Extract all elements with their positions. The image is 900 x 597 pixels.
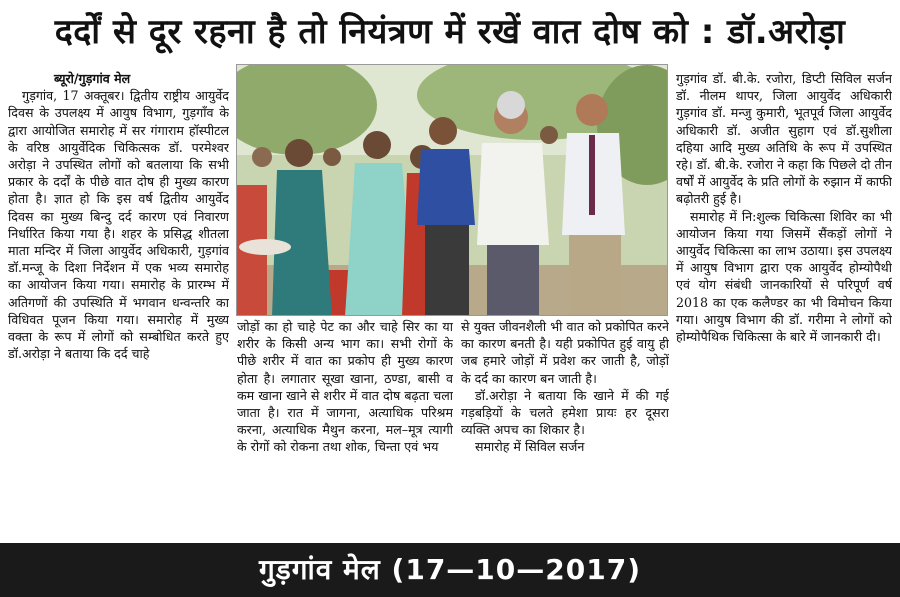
paragraph: से युक्त जीवनशैली भी वात को प्रकोपित करने का कारण बनती है। यही प्रकोपित हुई वायु ही जब हमारे जोड़ों में प्रवेश कर जाती है, जोड़ों के दर्द का कारण बन जाती है। xyxy=(461,319,669,386)
byline: ब्यूरो/गुड़गांव मेल xyxy=(54,71,131,86)
article-column-1 xyxy=(8,70,229,540)
article-column-4 xyxy=(676,70,892,540)
paragraph: जोड़ों का हो चाहे पेट का और चाहे सिर का या शरीर के किसी अन्य भाग का। सभी रोगों के पीछे शरीर में वात का प्रकोप ही मुख्य कारण होता है। लगातार सूखा खाना, ठण्डा, बासी व कम खाना खाने से शरीर में वात दोष बढ़ता चला जाता है। रात में जागना, अत्याधिक परिश्रम करना, अत्याधिक मैथुन करना, मल–मूत्र त्यागी के रोगों को रोकना तथा शोक, चिन्ता एवं भय xyxy=(237,319,453,455)
paragraph: समारोह में सिविल सर्जन xyxy=(475,439,585,455)
paragraph: समारोह में नि:शुल्क चिकित्सा शिविर का भी आयोजन किया गया जिसमें सैंकड़ों लोगों ने आयुर्वेद चिकित्सा का लाभ उठाया। इस उपलक्ष्य में आयुष विभाग द्वारा एक आयुर्वेद होम्योपैथी एवं योग संबंधी जानकारियों से परिपूर्ण वर्ष 2018 का एक कलैण्डर का भी विमोचन किया गया। आयुष विभाग की डॉ. गरीमा ने लोगों को होम्योपैथिक चिकित्सा के बारे में जानकारी दी। xyxy=(676,208,892,345)
event-photo xyxy=(236,64,668,316)
headline: दर्दों से दूर रहना है तो नियंत्रण में रखें वात दोष को : डॉ.अरोड़ा xyxy=(54,12,846,52)
paragraph: गुड़गांव डॉ. बी.के. रजोरा, डिप्टी सिविल सर्जन डॉ. नीलम थापर, जिला आयुर्वेद अधिकारी गुड़गांव डॉ. मन्जु कुमारी, भूतपूर्व जिला आयुर्वेद अधिकारी डॉ. अजीत सुहाग एवं डॉ.सुशीला दहिया आदि मुख्य अतिथि के रूप में उपस्थित रहे। डॉ. बी.के. रजोरा ने कहा कि पिछले दो तीन वर्षों में आयुर्वेद के प्रति लोगों के रुझान में काफी बढ़ोतरी हुई है। xyxy=(676,71,892,207)
article-column-2 xyxy=(237,318,453,540)
article-column-3 xyxy=(461,318,669,540)
footer-source-date: गुड़गांव मेल (17—10—2017) xyxy=(258,553,641,586)
footer-banner xyxy=(0,543,900,597)
paragraph: गुड़गांव, 17 अक्तूबर। द्वितीय राष्ट्रीय आयुर्वेद दिवस के उपलक्ष्य में आयुष विभाग, गुड़गाँव के द्वारा आयोजित समारोह में सर गंगाराम हॉस्पीटल के वरिष्ठ आयुर्वेदिक चिकित्सक डॉ. परमेश्वर अरोड़ा ने उपस्थित लोगों को बतलाया कि सभी प्रकार के दर्दों के पीछे वात दोष ही मुख्य कारण होता है। ज्ञात हो कि इस वर्ष द्वितीय आयुर्वेद दिवस का मुख्य बिन्दु दर्द कारण एवं निवारण निर्धारित किया गया है। शहर के प्रसिद्ध शीतला माता मन्दिर में जिला आयुर्वेद अधिकारी, गुड़गांव डॉ.मन्जू के दिशा निर्देशन में एक भव्य समारोह का आयोजन किया गया। समारोह के प्रारम्भ में अतिगणों की उपस्थिति में भगवान धन्वन्तरि का विधिवत पूजन किया गया। समारोह में मुख्य वक्ता के रूप में लोगों को सम्बोधित करते हुए डॉ.अरोड़ा ने बताया कि दर्द चाहे xyxy=(8,88,229,362)
paragraph: डॉ.अरोड़ा ने बताया कि खाने में की गई गड़बड़ियों के चलते हमेशा प्रायः हर दूसरा व्यक्ति अपच का शिकार है। xyxy=(461,387,669,438)
